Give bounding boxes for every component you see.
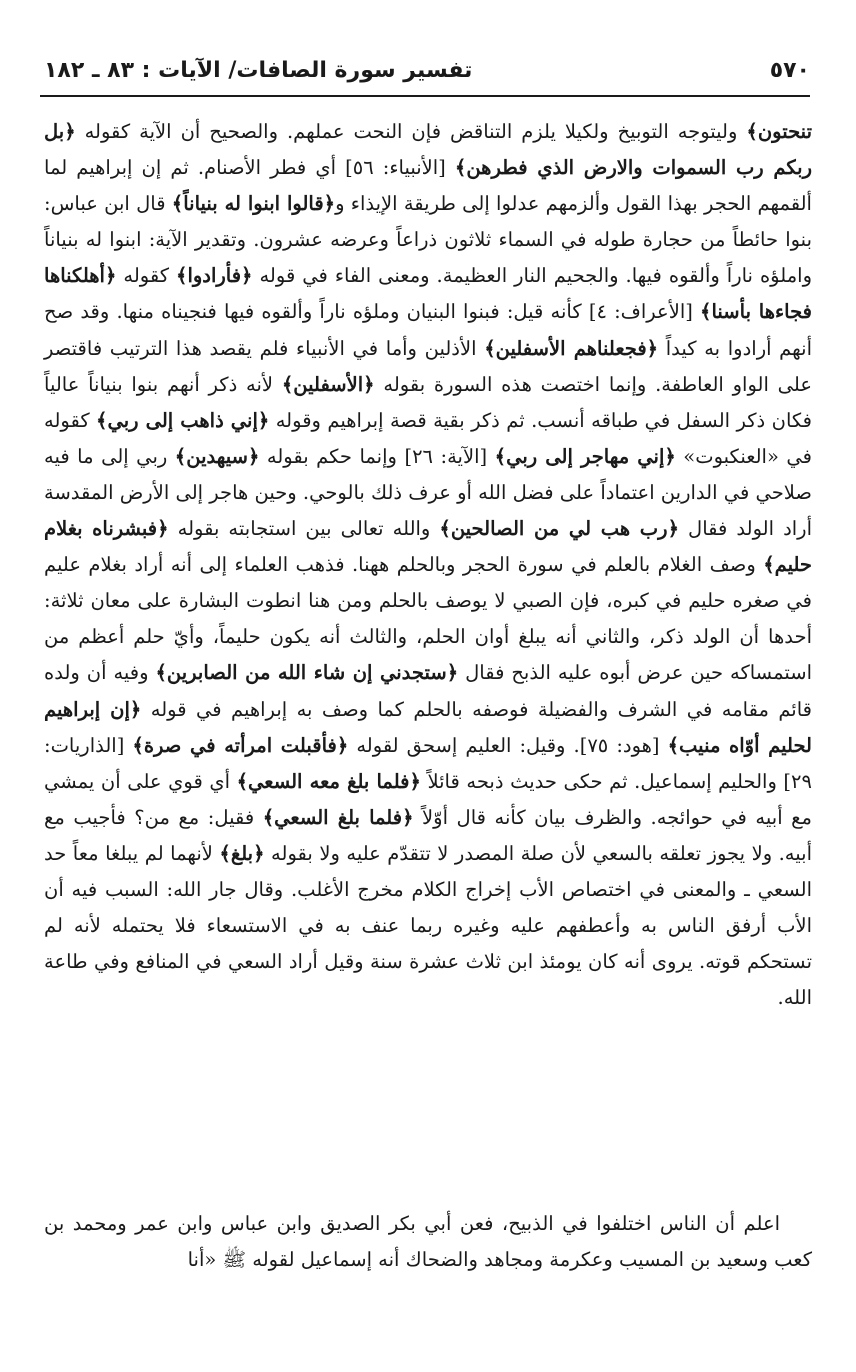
quran-quote: ﴿سيهدين﴾: [174, 444, 260, 468]
page-header: [44, 58, 810, 92]
commentary-text: قال ابن عباس: بنوا حائطاً من حجارة طوله في السماء ثلاثون ذراعاً وعرضه عشرون. وتقدير الآية: ابنوا له بنياناً واملؤه ناراً وألقوه فيها. والجحيم النار العظيمة. ومعنى الفاء في قوله: [44, 192, 812, 288]
commentary-text: كقوله في «العنكبوت»: [44, 408, 812, 468]
quran-quote: ﴿بلغ﴾: [219, 841, 265, 865]
running-title: تفسير سورة الصافات/ الآيات : ٨٣ ـ ١٨٢: [44, 58, 473, 83]
quran-quote: ﴿بل ربكم رب السموات والارض الذي فطرهن﴾: [44, 120, 813, 180]
commentary-paragraph-1: [44, 114, 812, 1016]
paragraph-text: [44, 114, 812, 1016]
page-number: ٥٧٠: [769, 58, 810, 83]
commentary-text: كقوله: [116, 264, 177, 288]
commentary-text: الأذلين وأما في الأنبياء فلم يقصد هذا الترتيب فاقتصر على الواو العاطفة. وإنما اختصت هذه السورة بقوله: [44, 336, 812, 396]
quran-quote: ﴿فلما بلغ السعي﴾: [262, 805, 414, 829]
quran-quote: ﴿إني مهاجر إلى ربي﴾: [494, 444, 676, 468]
commentary-text: وفيه أن ولده قائم مقامه في الشرف والفضيلة فوصفه بالحلم كما وصف به إبراهيم في قوله: [44, 661, 812, 721]
commentary-paragraph-2: [44, 1206, 812, 1278]
quran-quote: ﴿إن إبراهيم لحليم أوّاه منيب﴾: [44, 697, 813, 757]
paragraph-text: اعلم أن الناس اختلفوا في الذبيح، فعن أبي بكر الصديق وابن عباس وابن عمر ومحمد بن كعب وسعيد بن المسيب وعكرمة ومجاهد والضحاك أنه إسماعيل لقوله ﷺ «أنا: [44, 1212, 812, 1272]
commentary-text: لأنهما لم يبلغا معاً حد السعي ـ والمعنى في اختصاص الأب إخراج الكلام مخرج الأغلب. وقال جار الله: السبب فيه أن الأب أرفق الناس به وأعطفهم عليه وغيره ربما عنف به في الاستسعاء فلا يحتمله لأنه لم تستحكم قوته. يروى أنه كان يومئذ ابن ثلاث عشرة سنة وقيل أراد السعي في المنافع وفي طاعة الله.: [44, 841, 812, 1010]
commentary-text: [الذاريات: ٢٩] والحليم إسماعيل. ثم حكى حديث ذبحه قائلاً: [44, 733, 812, 793]
commentary-text: وصف الغلام بالعلم في سورة الحجر وبالحلم ههنا. فذهب العلماء إلى أنه أراد بغلام عليم في صغره حليم في كبره، فإن الصبي لا يوصف بالحلم ومن هنا انطوت البشارة على معان ثلاثة: أحدها أن الولد ذكر، والثاني أنه يبلغ أوان الحلم، والثالث أنه يكون حليماً، وأيّ حلم أعظم من استمساكه حين عرض أبوه عليه الذبح فقال: [44, 553, 812, 685]
commentary-text: لأنه ذكر أنهم بنوا بنياناً عالياً فكان ذكر السفل في طباقه أنسب. ثم ذكر بقية قصة إبراهيم وقوله: [44, 372, 812, 432]
quran-quote: ﴿فأقبلت امرأته في صرة﴾: [132, 733, 349, 757]
quran-quote: ﴿أهلكناها فجاءها بأسنا﴾: [44, 264, 813, 324]
quran-quote: ﴿رب هب لي من الصالحين﴾: [439, 517, 679, 541]
header-rule: [40, 95, 810, 97]
commentary-text: وليتوجه التوبيخ ولكيلا يلزم التناقض فإن النحت عملهم. والصحيح أن الآية كقوله: [75, 120, 747, 143]
commentary-text: أي قوي على أن يمشي مع أبيه في حوائجه. والظرف بيان كأنه قال أوّلاً: [44, 769, 812, 829]
commentary-text: [الآية: ٢٦] وإنما حكم بقوله: [259, 444, 495, 468]
quran-quote: ﴿فبشرناه بغلام حليم﴾: [44, 517, 812, 577]
quran-quote: تنحتون﴾: [746, 120, 812, 143]
commentary-text: ربي إلى ما فيه صلاحي في الدارين اعتماداً على فضل الله أو عرف ذلك بالوحي. وحين هاجر إلى الأرض المقدسة أراد الولد فقال: [44, 444, 813, 541]
commentary-text: [الأعراف: ٤] كأنه قيل: فبنوا البنيان وملؤه ناراً وألقوه فيها فنجيناه منها. وقد صح أنهم أرادوا به كيداً: [44, 300, 812, 360]
quran-quote: ﴿فأرادوا﴾: [176, 264, 253, 288]
commentary-text: والله تعالى بين استجابته بقوله: [168, 517, 440, 541]
commentary-text: [الأنبياء: ٥٦] أي فطر الأصنام. ثم إن إبراهيم لما ألقمهم الحجر بهذا القول وألزمهم عدلوا إلى طريقة الإيذاء و: [44, 156, 812, 216]
quran-quote: ﴿قالوا ابنوا له بنياناً﴾: [171, 192, 336, 216]
quran-quote: ﴿ستجدني إن شاء الله من الصابرين﴾: [155, 661, 459, 685]
quran-quote: ﴿الأسفلين﴾: [281, 372, 375, 396]
quran-quote: ﴿فلما بلغ معه السعي﴾: [236, 769, 421, 793]
quran-quote: ﴿إني ذاهب إلى ربي﴾: [96, 408, 270, 432]
commentary-text: فقيل: مع من؟ فأجيب مع أبيه. ولا يجوز تعلقه بالسعي لأن صلة المصدر لا تتقدّم عليه ولا بقوله: [44, 805, 812, 865]
quran-quote: ﴿فجعلناهم الأسفلين﴾: [484, 336, 659, 360]
commentary-text: [هود: ٧٥]. وقيل: العليم إسحق لقوله: [348, 733, 668, 757]
